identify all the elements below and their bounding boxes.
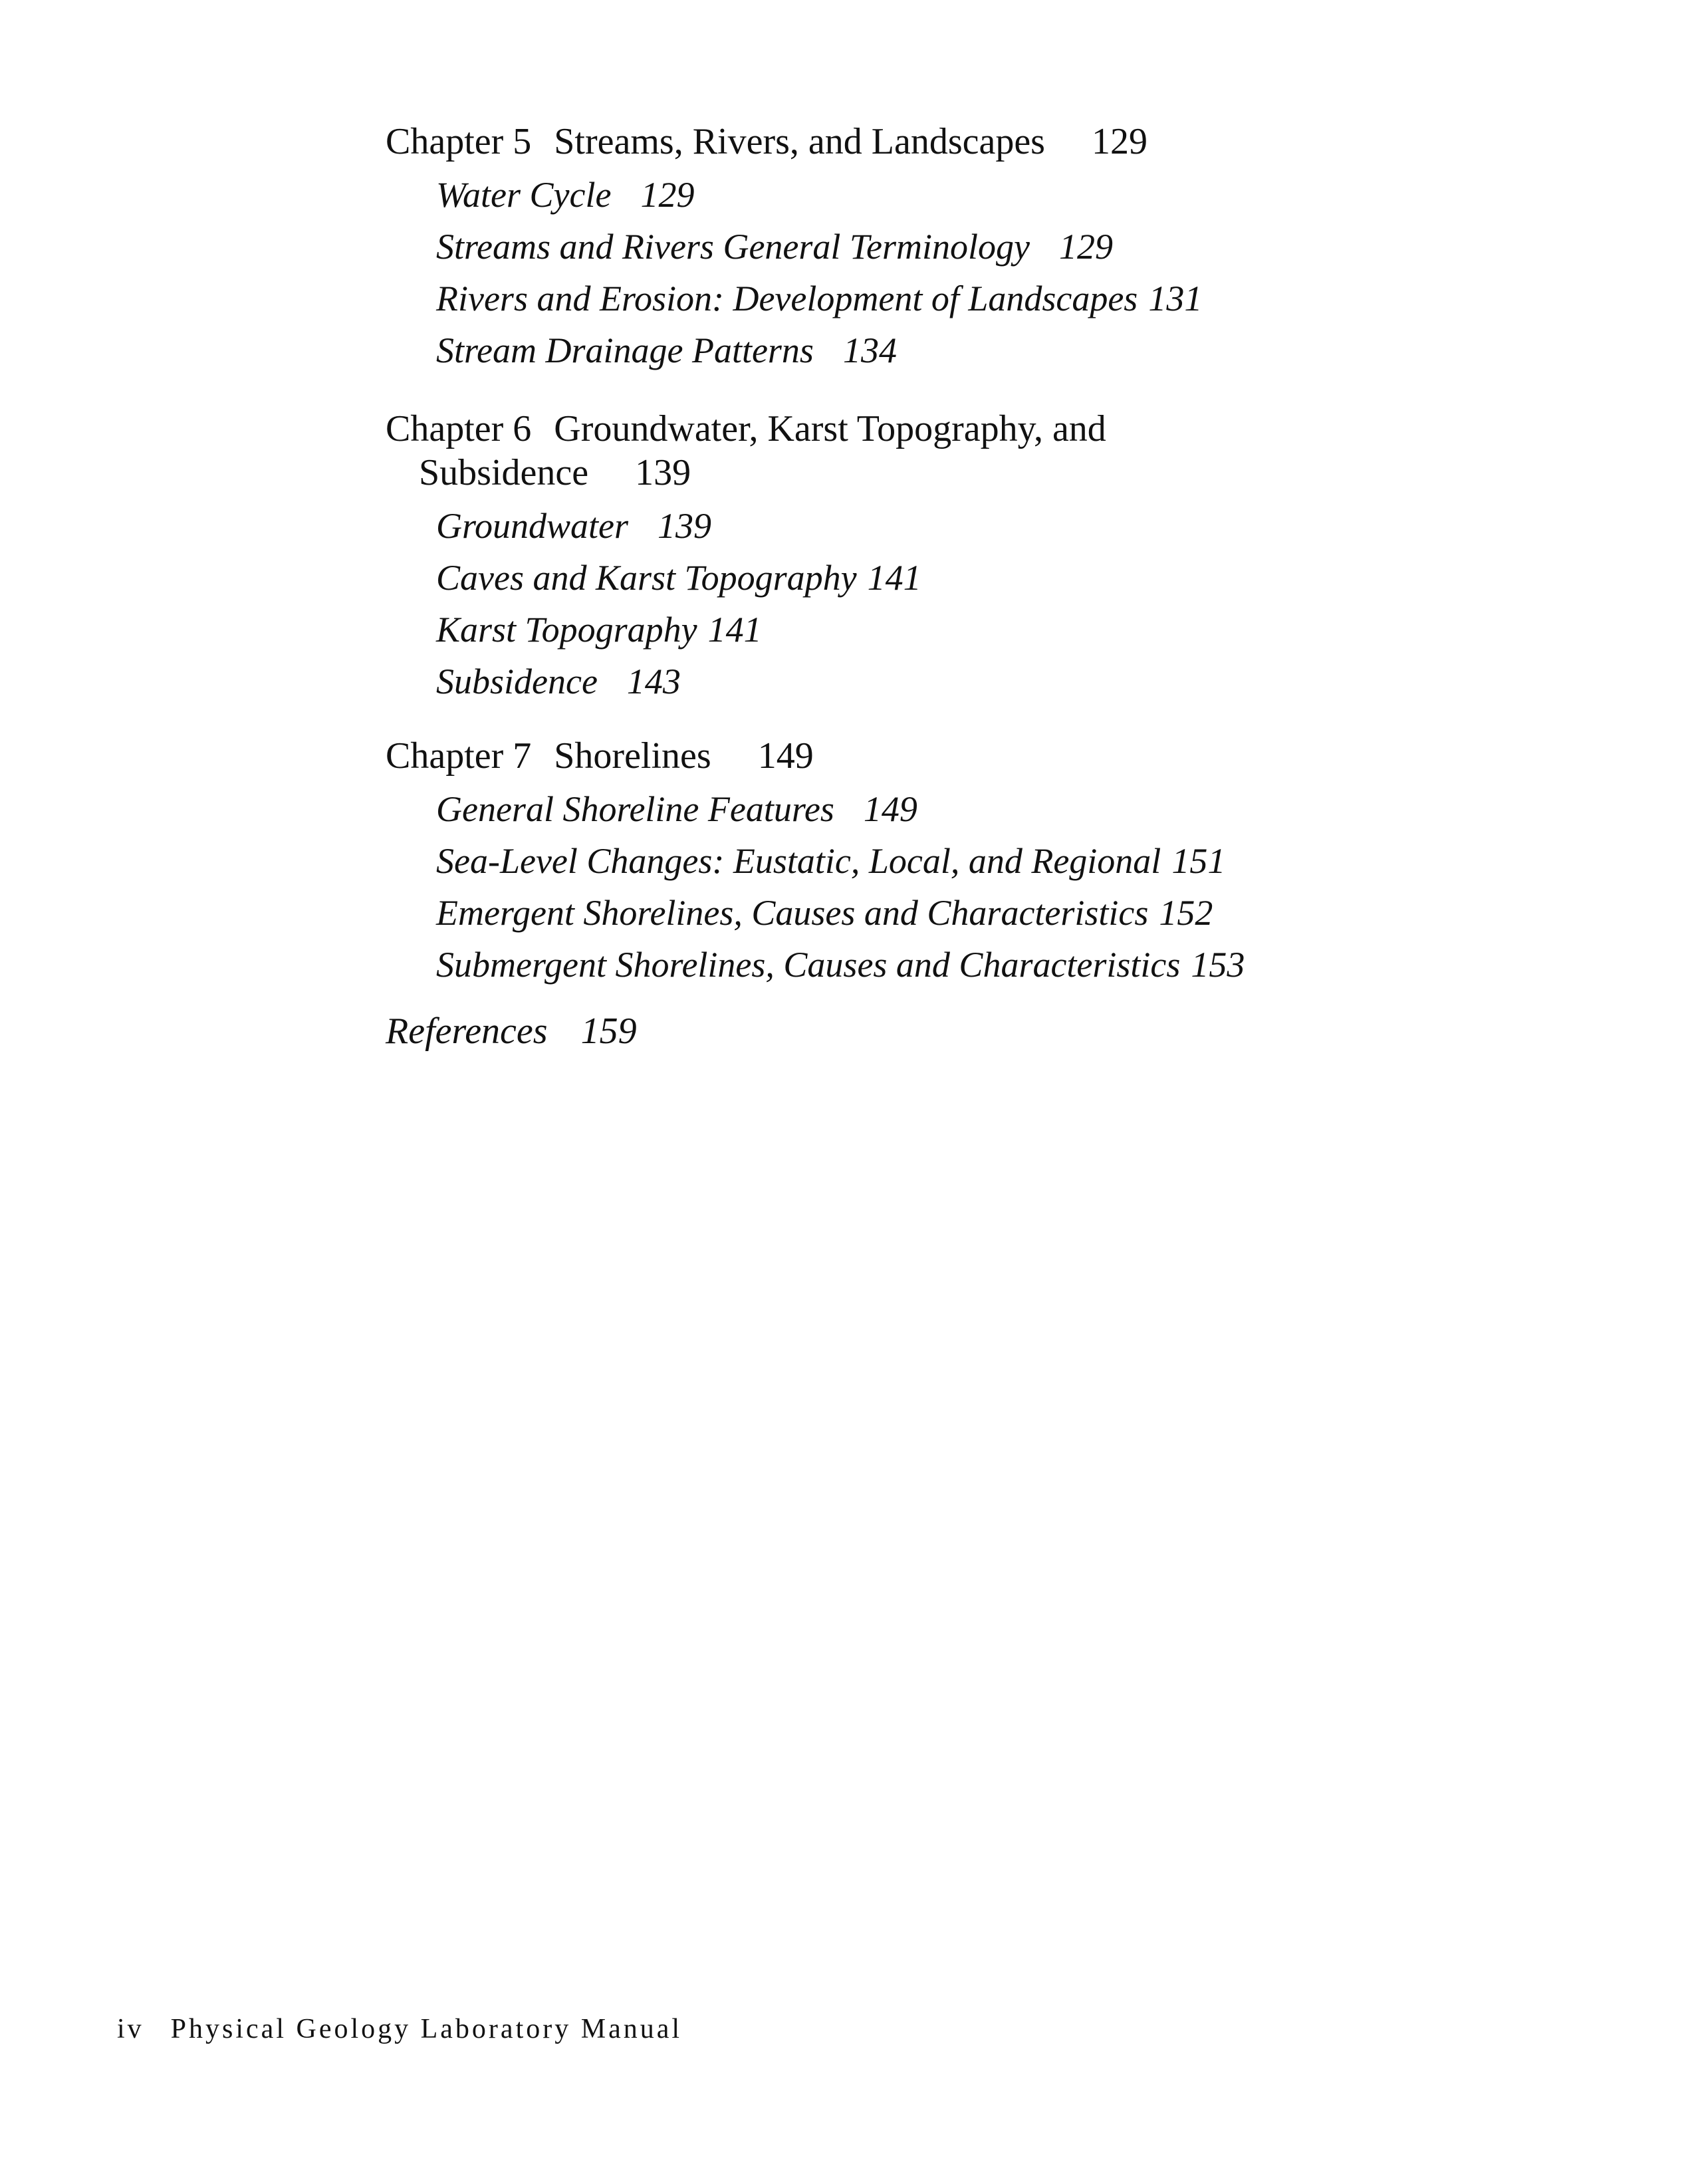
- section-entry[interactable]: [436, 169, 1516, 221]
- section-entry[interactable]: [436, 783, 1516, 835]
- references-page: 159: [580, 1011, 637, 1052]
- chapter-label: Chapter 5: [386, 121, 532, 162]
- section-entry[interactable]: [436, 324, 1516, 376]
- section-entry[interactable]: [436, 273, 1516, 324]
- section-title: Karst Topography: [436, 610, 697, 650]
- section-title: Caves and Karst Topography: [436, 558, 857, 598]
- section-page: 149: [863, 789, 917, 829]
- section-entry[interactable]: [436, 656, 1516, 707]
- section-entry[interactable]: [436, 221, 1516, 273]
- chapter-title-line-1: Groundwater, Karst Topography, and: [554, 408, 1106, 449]
- page-number: iv: [117, 2014, 144, 2044]
- section-title: Subsidence: [436, 662, 598, 701]
- chapter-5-entry: [386, 120, 1516, 376]
- chapter-title: Shorelines: [554, 735, 711, 777]
- chapter-title: Streams, Rivers, and Landscapes: [554, 121, 1045, 162]
- chapter-label: Chapter 7: [386, 735, 532, 777]
- section-page: 129: [640, 175, 695, 215]
- section-list: [386, 169, 1516, 376]
- chapter-6-entry: [386, 407, 1516, 707]
- chapter-page: 129: [1091, 121, 1147, 162]
- chapter-page: 139: [635, 452, 691, 493]
- references-title: References: [386, 1011, 548, 1052]
- section-page: 139: [658, 506, 712, 546]
- running-title: Physical Geology Laboratory Manual: [170, 2014, 683, 2044]
- section-page: 134: [842, 330, 897, 370]
- section-title: Submergent Shorelines, Causes and Characteristics: [436, 945, 1181, 985]
- section-entry[interactable]: [436, 604, 1516, 656]
- section-page: 143: [626, 662, 681, 701]
- chapter-page: 149: [757, 735, 814, 777]
- section-list: [386, 500, 1516, 707]
- section-entry[interactable]: [436, 887, 1516, 939]
- section-title: Groundwater: [436, 506, 629, 546]
- section-title: Streams and Rivers General Terminology: [436, 227, 1030, 267]
- section-title: Water Cycle: [436, 175, 612, 215]
- section-title: Sea-Level Changes: Eustatic, Local, and Regional: [436, 841, 1161, 881]
- section-title: General Shoreline Features: [436, 789, 834, 829]
- section-entry[interactable]: [436, 500, 1516, 552]
- section-page: 129: [1058, 227, 1113, 267]
- section-title: Stream Drainage Patterns: [436, 330, 814, 370]
- section-title: Rivers and Erosion: Development of Landscapes: [436, 279, 1138, 318]
- section-page: 153: [1191, 945, 1245, 985]
- section-entry[interactable]: [436, 835, 1516, 887]
- section-page: 141: [867, 558, 921, 598]
- section-entry[interactable]: [436, 939, 1516, 991]
- section-page: 151: [1171, 841, 1226, 881]
- chapter-heading[interactable]: [386, 734, 1516, 778]
- section-entry[interactable]: [436, 552, 1516, 604]
- chapter-heading[interactable]: [386, 120, 1516, 164]
- section-page: 141: [707, 610, 762, 650]
- section-page: 152: [1159, 893, 1213, 933]
- chapter-7-entry: [386, 734, 1516, 991]
- chapter-label: Chapter 6: [386, 408, 532, 449]
- section-page: 131: [1148, 279, 1203, 318]
- table-of-contents: [386, 120, 1516, 1053]
- chapter-heading-continued[interactable]: [386, 451, 1516, 495]
- chapter-heading[interactable]: [386, 407, 1516, 451]
- references-entry[interactable]: [386, 1009, 1516, 1053]
- section-title: Emergent Shorelines, Causes and Characteristics: [436, 893, 1149, 933]
- chapter-title-line-2: Subsidence: [419, 452, 589, 493]
- section-list: [386, 783, 1516, 991]
- page-footer: [117, 2013, 682, 2045]
